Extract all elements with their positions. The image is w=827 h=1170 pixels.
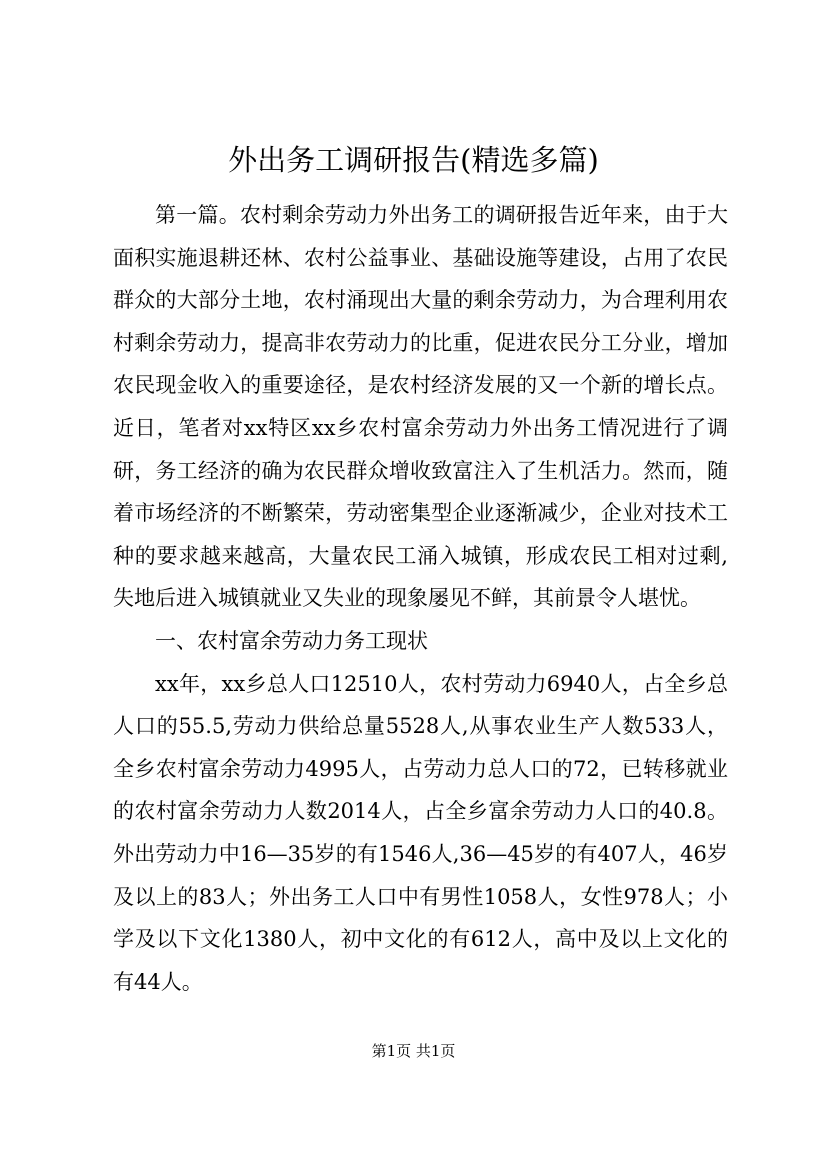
document-body <box>113 194 728 1003</box>
section-heading: 一、农村富余劳动力务工现状 <box>155 628 428 653</box>
page-footer: 第1页 共1页 <box>371 1042 456 1060</box>
page-title: 外出务工调研报告(精选多篇) <box>228 143 599 177</box>
paragraph-intro: 第一篇。农村剩余劳动力外出务工的调研报告近年来，由于大面积实施退耕还林、农村公益事业、基础设施等建设，占用了农民群众的大部分土地，农村涌现出大量的剩余劳动力，为合理利用农村剩余劳动力，提高非农劳动力的比重，促进农民分工分业，增加农民现金收入的重要途径，是农村经济发展的又一个新的增长点。近日，笔者对xx特区xx乡农村富余劳动力外出务工情况进行了调研，务工经济的确为农民群众增收致富注入了生机活力。然而，随着市场经济的不断繁荣，劳动密集型企业逐渐减少，企业对技术工种的要求越来越高，大量农民工涌入城镇，形成农民工相对过剩,失地后进入城镇就业又失业的现象屡见不鲜，其前景令人堪忧。 <box>113 203 728 611</box>
paragraph-statistics: xx年，xx乡总人口12510人，农村劳动力6940人，占全乡总人口的55.5,劳动力供给总量5528人,从事农业生产人数533人，全乡农村富余劳动力4995人，占劳动力总人口的72，已转移就业的农村富余劳动力人数2014人，占全乡富余劳动力人口的40.8。外出劳动力中16—35岁的有1546人,36—45岁的有407人，46岁及以上的83人；外出务工人口中有男性1058人，女性978人；小学及以下文化1380人，初中文化的有612人，高中及以上文化的有44人。 <box>113 671 728 994</box>
